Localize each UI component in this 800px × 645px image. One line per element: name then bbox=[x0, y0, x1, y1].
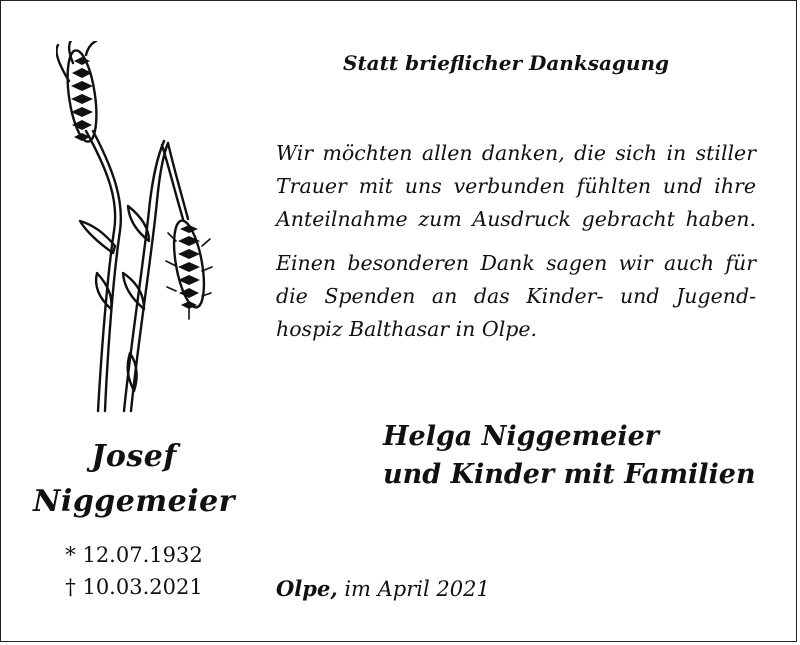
thanks-line: Anteilnahme zum Ausdruck gebracht haben. bbox=[276, 207, 756, 231]
donation-line: hospiz Balthasar in Olpe. bbox=[276, 317, 538, 341]
place-city: Olpe, bbox=[276, 576, 338, 601]
birth-date: * 12.07.1932 bbox=[65, 543, 203, 567]
deceased-name bbox=[19, 434, 249, 524]
death-date: † 10.03.2021 bbox=[65, 575, 203, 599]
wheat-ears-icon bbox=[56, 41, 226, 416]
thanks-line: Trauer mit uns verbunden fühlten und ihre bbox=[276, 174, 756, 198]
life-dates bbox=[19, 539, 249, 603]
donation-line: Einen besonderen Dank sagen wir auch für bbox=[276, 251, 756, 275]
notice-heading: Statt brieflicher Danksagung bbox=[343, 51, 669, 75]
place-date bbox=[276, 576, 490, 601]
deceased-first-name: Josef bbox=[91, 439, 177, 474]
donation-paragraph bbox=[276, 247, 756, 346]
place-month: im April 2021 bbox=[337, 577, 490, 601]
deceased-last-name: Niggemeier bbox=[33, 484, 235, 519]
signers bbox=[383, 418, 756, 494]
signer-family: und Kinder mit Familien bbox=[383, 459, 756, 490]
thanks-paragraph bbox=[276, 137, 756, 236]
signer-name: Helga Niggemeier bbox=[383, 421, 659, 452]
donation-line: die Spenden an das Kinder- und Jugend- bbox=[276, 284, 756, 308]
thanks-line: Wir möchten allen danken, die sich in stiller bbox=[276, 141, 756, 165]
